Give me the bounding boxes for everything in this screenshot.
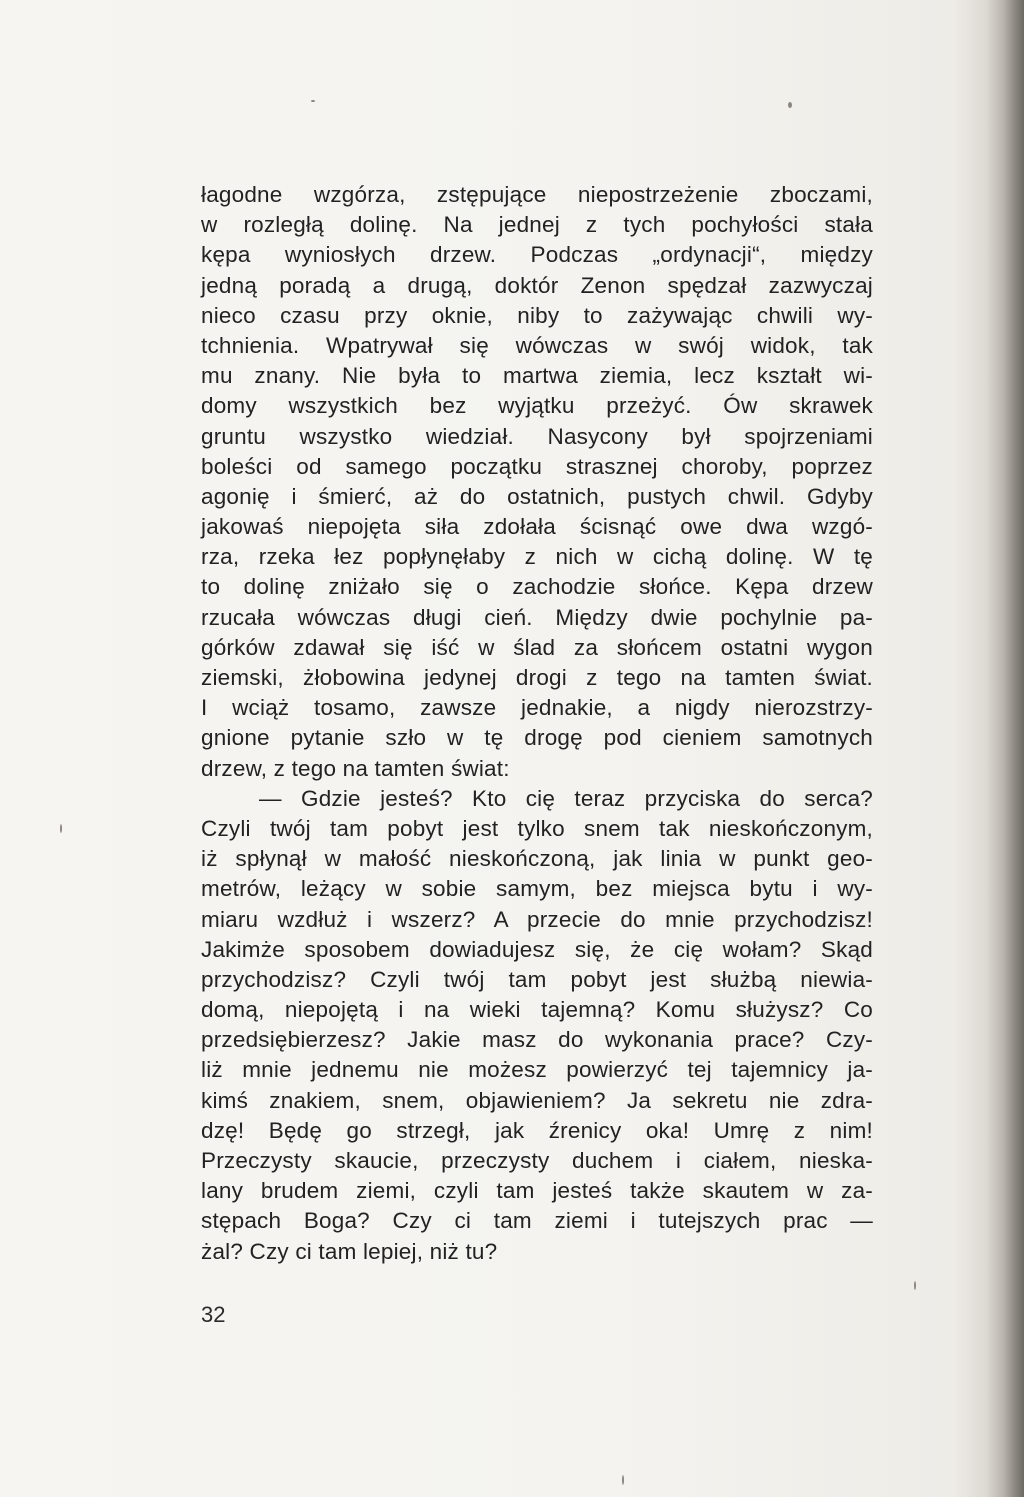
text-line: metrów, leżący w sobie samym, bez miejsca bytu i wy- [201, 876, 873, 902]
text-line: w rozległą dolinę. Na jednej z tych pochyłości stała [201, 212, 873, 238]
paper-speck [60, 824, 62, 833]
text-line: dzę! Będę go strzegł, jak źrenicy oka! Umrę z nim! [201, 1117, 873, 1143]
page-number: 32 [201, 1302, 226, 1327]
text-line: żal? Czy ci tam lepiej, niż tu? [201, 1238, 498, 1264]
text-line: ziemski, żłobowina jedynej drogi z tego na tamten świat. [201, 665, 873, 690]
text-line: jakowaś niepojęta siła zdołała ścisnąć owe dwa wzgó- [201, 514, 873, 540]
text-line: przedsiębierzesz? Jakie masz do wykonania prace? Czy- [201, 1027, 873, 1053]
book-spine-shadow [986, 0, 1024, 1497]
text-line: mu znany. Nie była to martwa ziemia, lecz kształt wi- [201, 363, 873, 389]
text-line: rza, rzeka łez popłynęłaby z nich w cichą dolinę. W tę [201, 544, 873, 570]
text-line: nieco czasu przy oknie, niby to zażywając chwili wy- [201, 302, 873, 328]
text-line: kimś znakiem, snem, objawieniem? Ja sekretu nie zdra- [201, 1087, 873, 1113]
text-line: Przeczysty skaucie, przeczysty duchem i ciałem, nieska- [201, 1148, 873, 1173]
text-line: górków zdawał się iść w ślad za słońcem ostatni wygon [201, 634, 873, 660]
body-text [201, 180, 873, 1267]
text-line: Jakimże sposobem dowiadujesz się, że cię wołam? Skąd [201, 936, 873, 962]
text-line: jedną poradą a drugą, doktór Zenon spędzał zazwyczaj [201, 272, 873, 298]
text-line: I wciąż tosamo, zawsze jednakie, a nigdy nierozstrzy- [201, 695, 873, 721]
text-line: drzew, z tego na tamten świat: [201, 755, 510, 781]
text-line: tchnienia. Wpatrywał się wówczas w swój widok, tak [201, 332, 873, 358]
text-line: lany brudem ziemi, czyli tam jesteś także skautem w za- [201, 1178, 873, 1204]
text-line: agonię i śmierć, aż do ostatnich, pustych chwil. Gdyby [201, 483, 873, 509]
text-line: boleści od samego początku strasznej choroby, poprzez [201, 453, 873, 479]
paper-speck [311, 100, 315, 102]
text-line: gruntu wszystko wiedział. Nasycony był spojrzeniami [201, 423, 873, 449]
text-line: — Gdzie jesteś? Kto cię teraz przyciska do serca? [259, 785, 873, 811]
text-line: to dolinę zniżało się o zachodzie słońce. Kępa drzew [201, 574, 873, 600]
text-line: liż mnie jednemu nie możesz powierzyć tej tajemnicy ja- [201, 1057, 873, 1083]
paper-speck [622, 1475, 624, 1485]
text-line: iż spłynął w małość nieskończoną, jak linia w punkt geo- [201, 846, 873, 872]
text-line: stępach Boga? Czy ci tam ziemi i tutejszych prac — [201, 1208, 873, 1234]
text-line: przychodzisz? Czyli twój tam pobyt jest służbą niewia- [201, 966, 873, 992]
text-line: domą, niepojętą i na wieki tajemną? Komu służysz? Co [201, 997, 873, 1023]
text-line: łagodne wzgórza, zstępujące niepostrzeżenie zboczami, [201, 182, 873, 207]
paper-speck [914, 1281, 916, 1290]
text-line: rzucała wówczas długi cień. Między dwie pochylnie pa- [201, 604, 873, 630]
paper-speck [788, 102, 792, 108]
text-line: domy wszystkich bez wyjątku przeżyć. Ów skrawek [201, 393, 873, 419]
text-line: gnione pytanie szło w tę drogę pod cieniem samotnych [201, 725, 873, 751]
text-line: miaru wzdłuż i wszerz? A przecie do mnie przychodzisz! [201, 906, 873, 932]
text-line: Czyli twój tam pobyt jest tylko snem tak nieskończonym, [201, 815, 873, 841]
text-line: kępa wyniosłych drzew. Podczas „ordynacji“, między [201, 242, 873, 268]
